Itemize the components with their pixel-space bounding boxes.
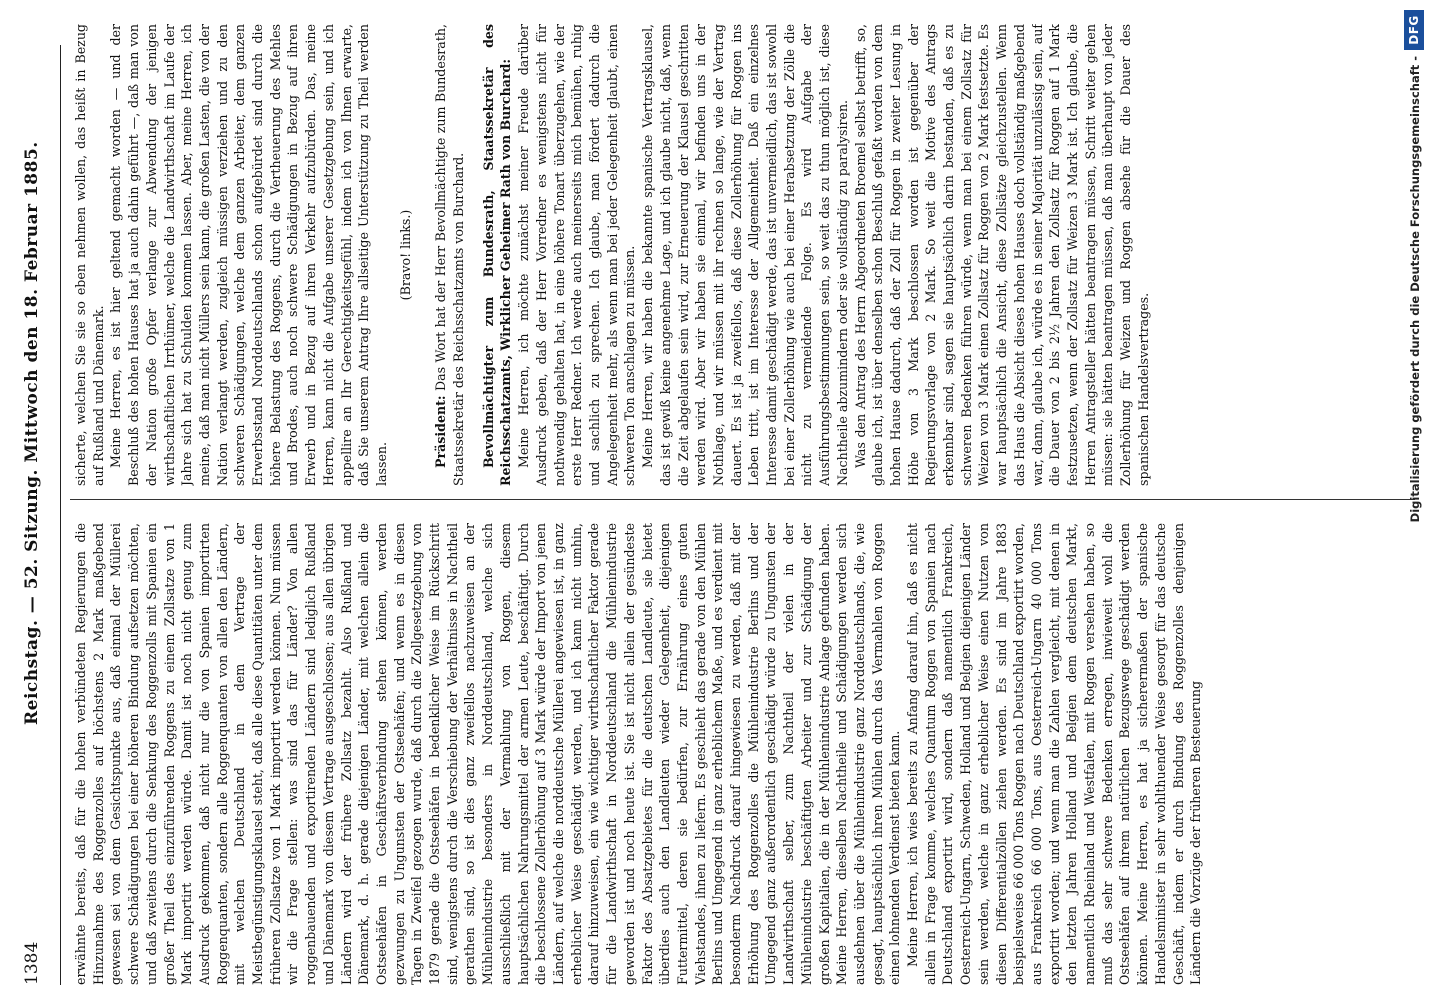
right-paragraph: Meine Herren, wir haben die bekannte spanische Vertragsklausel, das ist gewiß keine angenehme Lage, und ich glaube nicht, daß, wenn die Zeit abgelaufen sein wird, zur Erneuerung der Klausel geschritten werden wird. Aber wir haben sie einmal, wir befinden uns in der Nothlage, und wir müssen mit ihr rechnen so lange, wie der Vertrag dauert. Es ist ja zweifellos, daß diese Zollerhöhung für Roggen ins Leben tritt, ist im Interesse der Allgemeinheit. Daß ein einzelnes Interesse damit geschädigt werde, das ist unvermeidlich, das ist sowohl bei einer Zollerhöhung wie auch bei einer Herabsetzung der Zölle die nicht zu vermeidende Folge. Es wird Aufgabe der Ausführungsbestimmungen sein, so weit das zu thun möglich ist, diese Nachtheile abzumindern oder sie vollständig zu paralysiren. xyxy=(640,24,850,486)
digitization-credit xyxy=(1400,0,1432,1000)
right-paragraph: Meine Herren, es ist hier geltend gemacht worden — und der Beschluß des hohen Hauses hat ja auch dahin geführt —, daß man von der Nation große Opfer verlange zur Abwendung der jenigen wirthschaftlichen Irrthümer, welche die Landwirthschaft im Laufe der Jahre sich hat zu Schulden kommen lassen. Aber, meine Herren, ich meine, daß man nicht Müllers sein kann, die großen Lasten, die von der Nation verlangt werden, zugleich müssigen verziehen und zu den schweren Schädigungen, welche dem ganzen Arbeiter, dem ganzen Erwerbsstand Norddeutschlands schon aufgebürdet sind durch die höhere Belastung des Roggens, durch die Vertheuerung des Mehles und Brodes, auch noch schwere Schädigungen in Bezug auf ihren Erwerb und in Bezug auf ihren Verkehr aufzubürden. Das, meine Herren, kann nicht die Aufgabe unserer Gesetzgebung sein, und ich appellire an Ihr Gerechtigkeitsgefühl, indem ich von Ihnen erwarte, daß Sie unserem Antrag Ihre allseitige Unterstützung zu Theil werden lassen. xyxy=(108,24,389,486)
left-column xyxy=(72,523,1417,985)
page-number: 1384 xyxy=(22,941,42,985)
page-header xyxy=(22,45,48,985)
applause-note: (Bravo! links.) xyxy=(397,209,413,301)
president-statement xyxy=(432,24,467,486)
right-paragraph: Was den Antrag des Herrn Abgeordneten Broemel selbst betrifft, so, glaube ich, ist über denselben schon Beschluß gefaßt worden von dem hohen Hause dadurch, daß der Zoll für Roggen in zweiter Lesung in Höhe von 3 Mark beschlossen worden ist gegenüber der Regierungsvorlage von 2 Mark. So weit die Motive des Antrags erkennbar sind, sagen sie hauptsächlich darin bestanden, daß es zu schweren Bedenken führen würde, wenn man bei einem Zollsatz für Weizen von 3 Mark einen Zollsatz für Roggen von 2 Mark festsetzte. Es war hauptsächlich die Ansicht, diese Zollsätze gleichzustellen. Wenn das Haus die Absicht dieses hohen Hauses doch vollständig maßgebend war, dann, glaube ich, würde es in seiner Majorität unzulässig sein, auf die Dauer von 2 bis 2½ Jahren den Zollsatz für Roggen auf 1 Mark festzusetzen, wenn der Zollsatz für Weizen 3 Mark ist. Ich glaube, die Herren Antragsteller hätten beantragen müssen, Schritt weiter gehen müssen: sie hätten beantragen müssen, daß man überhaupt von jeder Zollerhöhung für Weizen und Roggen absehe für die Dauer des spanischen Handelsvertrages. xyxy=(852,24,1151,486)
left-paragraph: erwähnte bereits, daß für die hohen verbündeten Regierungen die Hinzunahme des Roggenzolles auf höchstens 2 Mark maßgebend gewesen sei von dem Gesichtspunkte aus, daß einmal der Müllerei schwere Schädigungen bei einer höheren Bindung aufsetzen möchten, und daß zweitens durch die Senkung des Roggenzolls mit Spanien ein großer Theil des einzuführenden Roggens zu einem Zollsatze von 1 Mark importirt werden würde. Damit ist noch nicht genug zum Ausdruck gekommen, daß nicht nur die von Spanien importirten Roggenquanten, sondern alle Roggenquanten von allen den Ländern, mit welchen Deutschland in dem Vertrage der Meistbegünstigungsklausel steht, daß alle diese Quantitäten unter dem früheren Zollsatze von 1 Mark importirt werden können. Nun müssen wir die Frage stellen: was sind das für Länder? Von allen roggenbauenden und exportirenden Ländern sind lediglich Rußland und Dänemark von diesem Vertrage ausgeschlossen; aus allen übrigen Ländern wird der frühere Zollsatz bezahlt. Also Rußland und Dänemark, d. h. gerade diejenigen Länder, mit welchen allein die Ostseehäfen in Geschäftsverbindung stehen können, werden gezwungen zu Ungunsten der Ostseehäfen; und wenn es in diesen Tagen in Zweifel gezogen wurde, daß durch die Zollgesetzgebung von 1879 gerade die Ostseehäfen in bedenklicher Weise im Rückschritt sind, wenigstens durch die Verschiebung der Verhältnisse in Nachtheil gerathen sind, so ist dies ganz zweifellos nachzuweisen an der Mühlenindustrie besonders in Norddeutschland, welche sich ausschließlich mit der Vermahlung von Roggen, diesem hauptsächlichen Nahrungsmittel der armen Leute, beschäftigt. Durch die beschlossene Zollerhöhung auf 3 Mark würde der Import von jenen Ländern, auf welche die norddeutsche Müllerei angewiesen ist, in ganz erheblicher Weise geschädigt werden, und ich kann nicht umhin, darauf hinzuweisen, ein wie wichtiger wirthschaftlicher Faktor gerade für die Landwirthschaft in Norddeutschland die Mühlenindustrie geworden ist und noch heute ist. Sie ist nicht allein der gesündeste Faktor des Absatzgebietes für die deutschen Landleute, sie bietet überdies auch den Landleuten wieder Gelegenheit, diejenigen Futtermittel, deren sie bedürfen, zur Ernährung eines guten Viehstandes, ihnen zu liefern. Es geschieht das gerade von den Mühlen Berlins und Umgegend in ganz erheblichem Maße, und es verdient mit besonderm Nachdruck darauf hingewiesen zu werden, daß mit der Erhöhung des Roggenzolles die Mühlenindustrie Berlins und der Umgegend ganz außerordentlich geschädigt würde zu Ungunsten der Landwirthschaft selber, zum Nachtheil der vielen in der Mühlenindustrie beschäftigten Arbeiter und zur Schädigung der großen Kapitalien, die in der Mühlenindustrie Anlage gefunden haben. Meine Herren, dieselben Nachtheile und Schädigungen werden sich ausdehnen über die Mühlenindustrie ganz Norddeutschlands, die, wie gesagt, hauptsächlich ihren Mühlen durch das Vermahlen von Roggen einen lohnenden Verdienst bieten kann. xyxy=(73,523,903,985)
president-text: Das Wort hat der Herr Bevollmächtigte zum Bundesrath, Staatssekretär des Reichsschatzamts von Burchard. xyxy=(433,24,467,486)
speaker-intro xyxy=(480,24,515,486)
right-column xyxy=(72,24,1417,486)
header-rule xyxy=(60,45,61,985)
right-intro: sicherte, welchen Sie sie so eben nehmen wollen, das heißt in Bezug auf Rußland und Dänemark. xyxy=(73,24,106,486)
right-paragraph: Meine Herren, ich möchte zunächst meiner Freude darüber Ausdruck geben, daß der Herr Vorredner es wenigstens nicht für nothwendig gehalten hat, in eine höhere Tonart überzugehen, wie der erste Herr Redner. Ich werde auch meinerseits mich bemühen, ruhig und sachlich zu sprechen. Ich glaube, man fördert dadurch die Angelegenheit mehr, als wenn man bei jeder Gelegenheit glaubt, einen schweren Ton anschlagen zu müssen. xyxy=(516,24,638,486)
left-paragraph: Meine Herren, ich wies bereits zu Anfang darauf hin, daß es nicht allein in Frage komme, welches Quantum Roggen von Spanien nach Deutschland exportirt wird, sondern daß namentlich Frankreich, Oesterreich-Ungarn, Schweden, Holland und Belgien diejenigen Länder sein werden, welche in ganz erheblicher Weise einen Nutzen von diesen Differentialzöllen ziehen werden. Es sind im Jahre 1883 beispielsweise 66 000 Tons Roggen nach Deutschland exportirt worden, aus Frankreich 66 000 Tons, aus Oesterreich-Ungarn 40 000 Tons exportirt worden; und wenn man die Zahlen vergleicht, mit denen in den letzten Jahren Holland und Belgien dem deutschen Markt, namentlich Rheinland und Westfalen, mit Roggen versehen haben, so muß das sehr schwere Bedenken erregen, inwieweit wohl die Ostseehäfen auf ihrem natürlichen Bezugswege geschädigt werden können. Meine Herren, es hat ja sicherermaßen der spanische Handelsminister in sehr wohlthuender Weise gesorgt für das deutsche Geschäft, indem er durch Bindung des Roggenzolles denjenigen Ländern die Vorzüge der früheren Besteuerung xyxy=(905,523,1204,985)
speaker-label: Bevollmächtigter zum Bundesrath, Staatssekretär des Reichsschatzamts, Wirklicher Geheimer Rath von Burchard: xyxy=(480,24,514,486)
running-title: Reichstag. — 52. Sitzung. Mittwoch den 18. Februar 1885. xyxy=(22,141,42,725)
credit-text: Digitalisierung gefördert durch die Deutsche Forschungsgemeinschaft - xyxy=(1408,56,1422,523)
president-label: Präsident: xyxy=(433,395,449,468)
column-divider xyxy=(70,499,1415,500)
dfg-logo: DFG xyxy=(1404,10,1424,50)
